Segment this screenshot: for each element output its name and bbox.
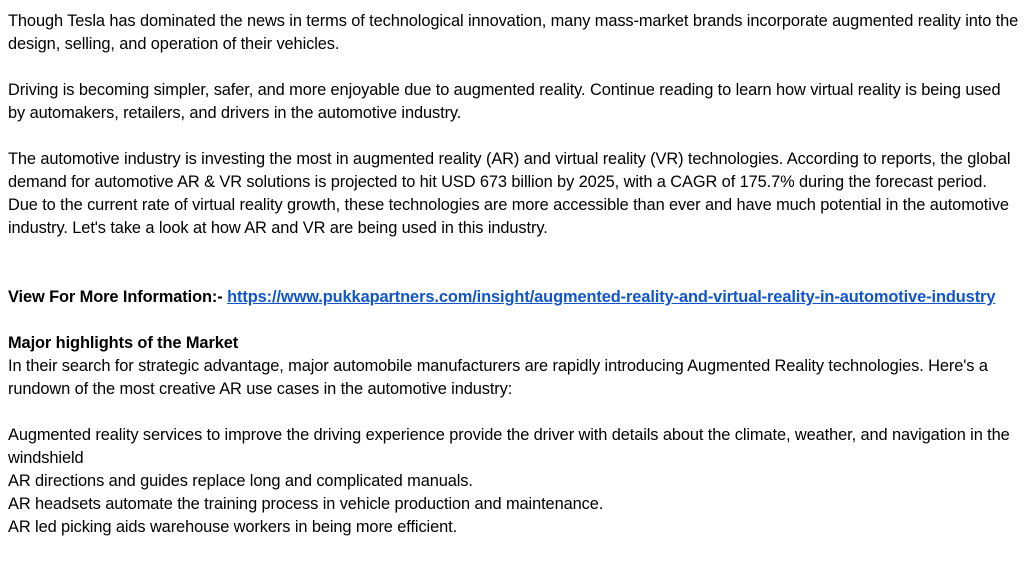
more-info-line — [8, 286, 1020, 309]
investment-paragraph: The automotive industry is investing the most in augmented reality (AR) and virtual reality (VR) technologies. According to reports, the global demand for automotive AR & VR solutions is projected to hit USD 673 billion by 2025, with a CAGR of 175.7% during the forecast period. Due to the current rate of virtual reality growth, these technologies are more accessible than ever and have much potential in the automotive industry. Let's take a look at how AR and VR are being used in this industry. — [8, 150, 1011, 237]
highlights-heading: Major highlights of the Market — [8, 334, 239, 352]
highlights-paragraph: In their search for strategic advantage, major automobile manufacturers are rapidly introducing Augmented Reality technologies. Here's a rundown of the most creative AR use cases in the automotive industry: — [8, 357, 988, 398]
driving-paragraph: Driving is becoming simpler, safer, and more enjoyable due to augmented reality. Continue reading to learn how virtual reality is being used by automakers, retailers, and drivers in the automotive industry. — [8, 81, 1001, 122]
spacer — [8, 309, 1020, 332]
spacer — [8, 125, 1020, 148]
spacer — [8, 240, 1020, 286]
use-case-item: AR directions and guides replace long and complicated manuals. — [8, 472, 473, 490]
spacer — [8, 401, 1020, 424]
use-case-item: AR headsets automate the training process in vehicle production and maintenance. — [8, 495, 604, 513]
more-info-link[interactable]: https://www.pukkapartners.com/insight/augmented-reality-and-virtual-reality-in-automotive-industry — [227, 288, 996, 306]
spacer — [8, 56, 1020, 79]
document-body — [8, 10, 1020, 539]
more-info-label: View For More Information:- — [8, 288, 228, 306]
use-case-item: AR led picking aids warehouse workers in being more efficient. — [8, 518, 458, 536]
use-case-item: Augmented reality services to improve the driving experience provide the driver with details about the climate, weather, and navigation in the windshield — [8, 426, 1010, 467]
intro-paragraph: Though Tesla has dominated the news in terms of technological innovation, many mass-market brands incorporate augmented reality into the design, selling, and operation of their vehicles. — [8, 12, 1019, 53]
